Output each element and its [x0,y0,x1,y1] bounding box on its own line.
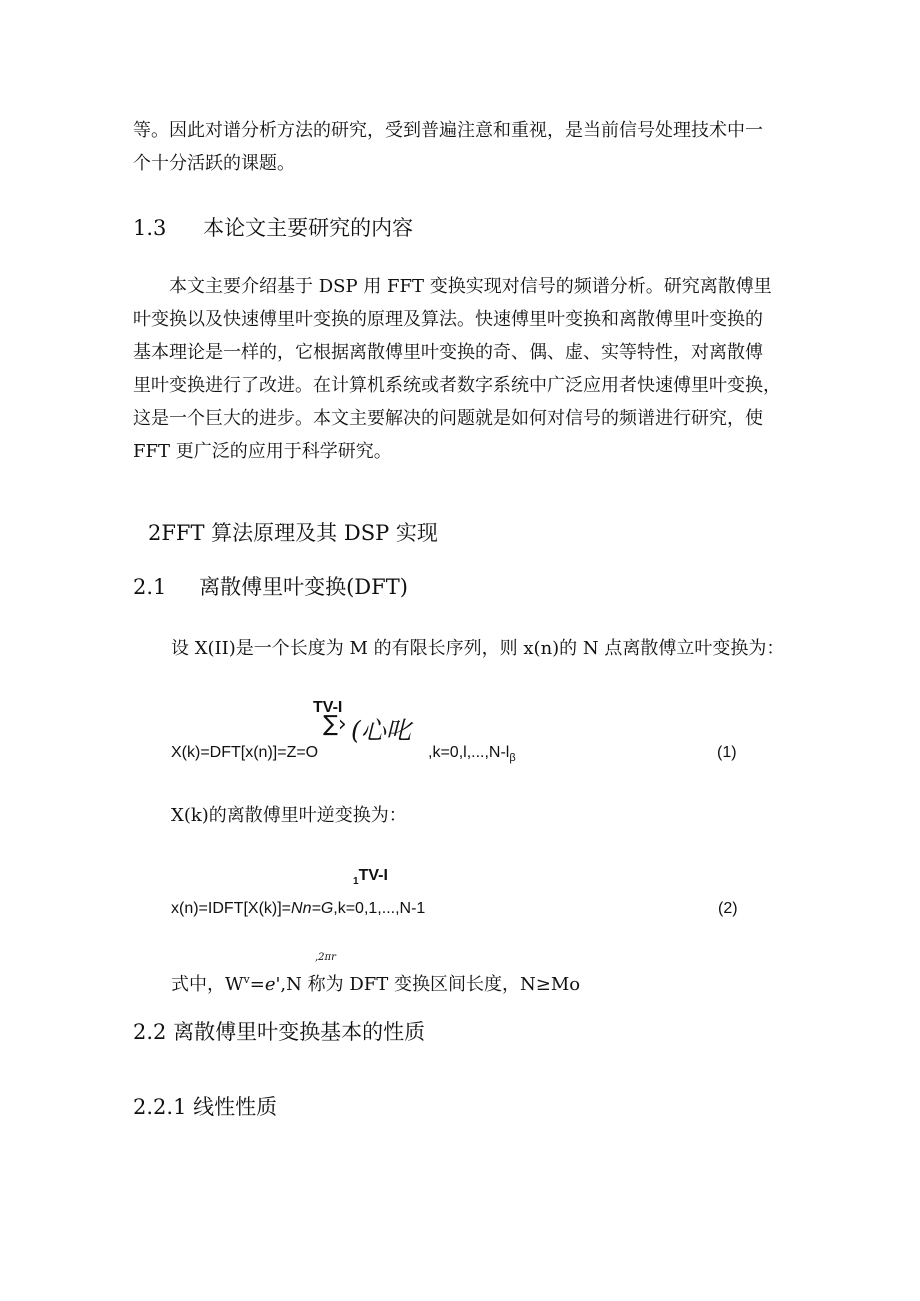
eq1-sigma-glyph: ∑› [323,712,347,737]
where-text-e: e [264,974,276,995]
where-text-a: 式中，W [171,974,244,995]
eq1-rhs-text: ,k=0,l,...,N-l [428,744,510,761]
paragraph-line: FFT 更广泛的应用于科学研究。 [133,441,392,462]
intro-line-1: 等。因此对谱分析方法的研究，受到普遍注意和重视，是当前信号处理技术中一 [133,120,763,141]
idft-intro-text: X(k)的离散傅里叶逆变换为： [171,805,407,826]
eq1-lhs: X(k)=DFT[x(n)]=Z=O [171,744,319,761]
eq2-rhs: ,k=0,1,...,N-1 [333,900,426,917]
where-superscript: ,2πr [315,952,336,963]
eq1-number: (1) [717,744,737,761]
eq2-upper-text: TV-I [358,867,388,884]
eq2-italic-term: Nn=G [291,900,334,917]
eq2-number: (2) [718,900,738,917]
intro-line-2: 个十分活跃的课题。 [133,153,295,174]
where-clause [171,963,580,1001]
section-number: 2.1 [133,575,167,599]
eq2-formula [171,900,425,918]
eq2-upper-subscript: 1 [353,876,359,888]
where-sup: v [243,973,250,986]
section-2-1-heading [133,571,408,601]
eq1-subscript: β [509,752,516,765]
where-text-c: ',N 称为 DFT 变换区间长度，N≥Mo [275,974,581,995]
chapter-2-heading: 2FFT 算法原理及其 DSP 实现 [148,521,438,545]
eq1-garbled-term: (心叱 [351,716,411,745]
eq1-rhs [428,744,516,764]
section-2-2-heading: 2.2 离散傅里叶变换基本的性质 [133,1020,426,1044]
section-number: 1.3 [133,216,167,240]
section-2-2-1-heading: 2.2.1 线性性质 [133,1095,278,1119]
eq2-lhs: x(n)=IDFT[X(k)]= [171,900,292,917]
section-title: 离散傅里叶变换(DFT) [199,575,408,599]
eq2-upper-limit [353,867,388,887]
eq1-upper-limit: TV-I [313,699,343,716]
section-1-3-paragraph [133,270,783,468]
dft-definition-text: 设 X(II)是一个长度为 M 的有限长序列，则 x(n)的 N 点离散傅立叶变换为： [171,638,785,659]
paragraph-line: 这是一个巨大的进步。本文主要解决的问题就是如何对信号的频谱进行研究，使 [133,408,763,429]
paragraph-line: 本文主要介绍基于 DSP 用 FFT 变换实现对信号的频谱分析。研究离散傅里 [133,276,772,297]
section-1-3-heading [133,212,413,242]
paragraph-line: 叶变换以及快速傅里叶变换的原理及算法。快速傅里叶变换和离散傅里叶变换的 [133,309,763,330]
where-text-b: = [249,974,265,995]
paragraph-line: 基本理论是一样的，它根据离散傅里叶变换的奇、偶、虚、实等特性，对离散傅 [133,342,763,363]
section-title: 本论文主要研究的内容 [203,216,414,240]
intro-paragraph [133,114,783,180]
paragraph-line: 里叶变换进行了改进。在计算机系统或者数字系统中广泛应用者快速傅里叶变换， [133,375,781,396]
